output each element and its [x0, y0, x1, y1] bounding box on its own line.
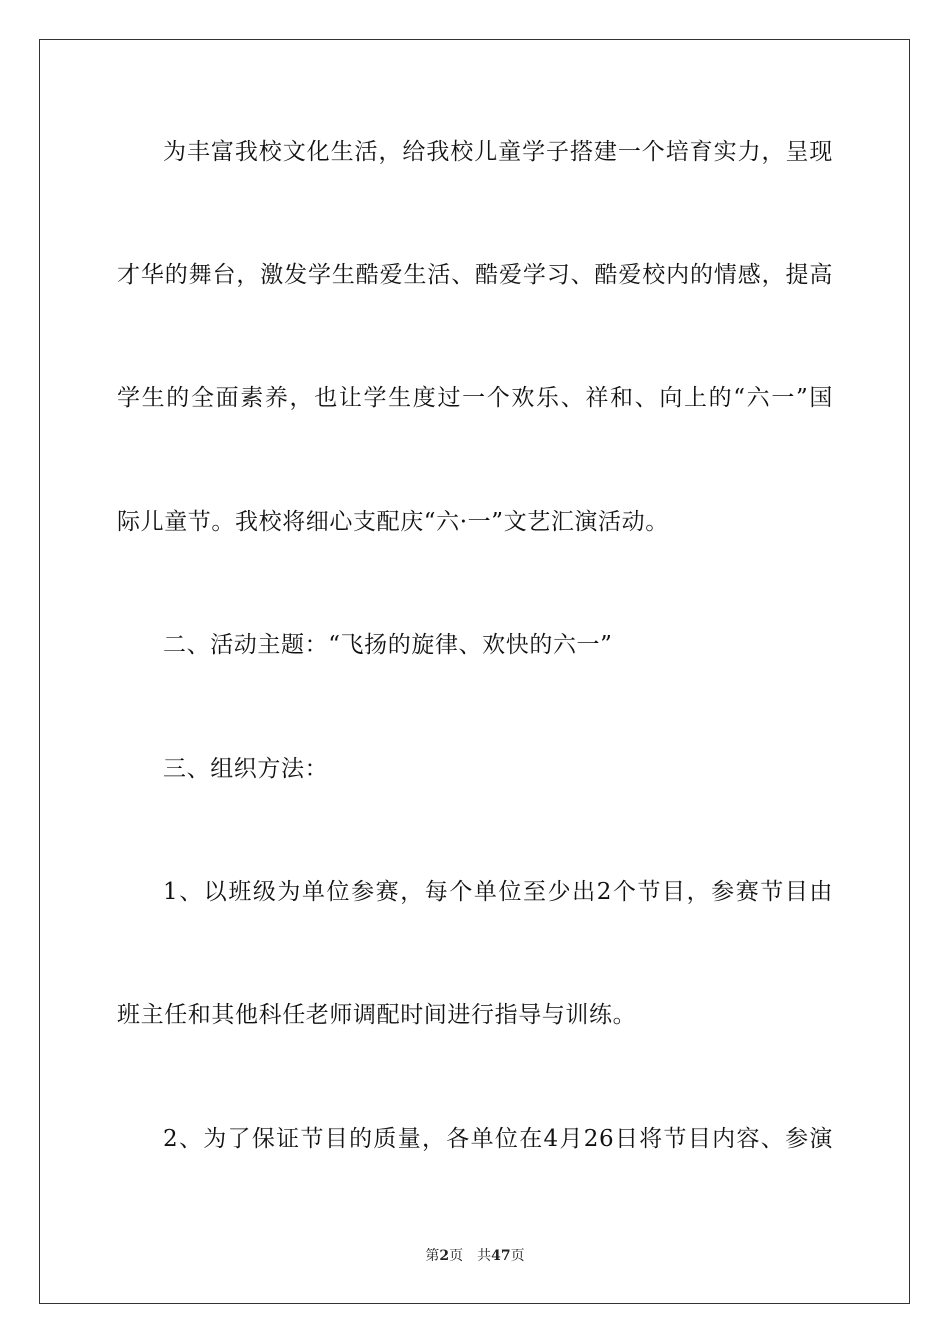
footer-total-suffix: 页 [510, 1248, 525, 1264]
footer-total-pages: 47 [491, 1248, 511, 1264]
page-border [39, 39, 910, 1304]
body-line-1: 为丰富我校文化生活，给我校儿童学子搭建一个培育实力，呈现 [163, 139, 833, 165]
body-line-item-2: 2、为了保证节目的质量，各单位在4月26日将节目内容、参演 [163, 1126, 833, 1152]
footer-page-suffix: 页 [449, 1248, 464, 1264]
body-line-item-1-cont: 班主任和其他科任老师调配时间进行指导与训练。 [117, 1002, 637, 1028]
page-footer [0, 1246, 950, 1266]
body-line-2: 才华的舞台，激发学生酷爱生活、酷爱学习、酷爱校内的情感，提高 [117, 262, 833, 288]
footer-page-number: 2 [439, 1248, 450, 1264]
section-heading-method: 三、组织方法： [163, 756, 329, 782]
body-line-3: 学生的全面素养，也让学生度过一个欢乐、祥和、向上的“六一”国 [117, 385, 833, 411]
footer-page-prefix: 第 [425, 1248, 440, 1264]
section-heading-theme: 二、活动主题：“飞扬的旋律、欢快的六一” [163, 632, 613, 658]
body-line-item-1: 1、以班级为单位参赛，每个单位至少出2个节目，参赛节目由 [163, 879, 833, 905]
footer-total-prefix: 共 [477, 1248, 492, 1264]
body-line-4: 际儿童节。我校将细心支配庆“六·一”文艺汇演活动。 [117, 509, 669, 535]
